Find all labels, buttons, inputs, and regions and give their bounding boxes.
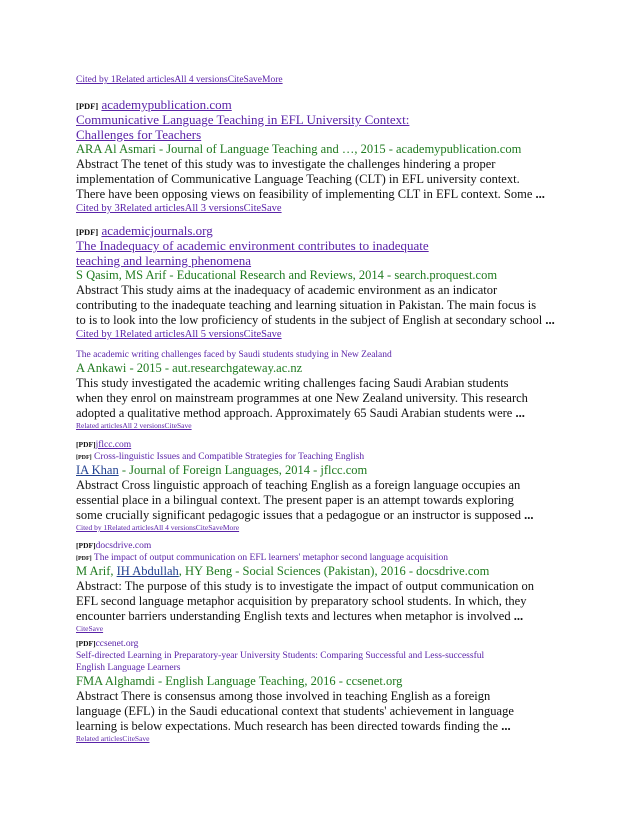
result-authors: FMA Alghamdi - English Language Teaching, 2016 - ccsenet.org: [76, 674, 403, 688]
snippet-line: language (EFL) in the Saudi educational context that students' achievement in language: [76, 704, 514, 718]
result-title[interactable]: English Language Learners: [76, 663, 181, 673]
result-4: [76, 439, 598, 533]
snippet-line: when they enrol on mainstream programmes at one New Zealand university. This research: [76, 391, 528, 405]
result-actions[interactable]: Cited by 1Related articlesAll 5 versionsCiteSave: [76, 329, 282, 340]
ellipsis: ...: [535, 187, 545, 201]
pdf-tag: [PDF]: [76, 639, 96, 648]
snippet-line: encounter barriers understanding English texts and lectures when metaphor is involved: [76, 609, 511, 623]
result-title[interactable]: The impact of output communication on EFL learners' metaphor second language acquisition: [93, 553, 448, 563]
author-link[interactable]: IA Khan: [76, 463, 119, 477]
pdf-tag: [PDF]: [76, 440, 96, 449]
result-actions[interactable]: Related articlesCiteSave: [76, 734, 150, 743]
pdf-tag-small: [PDF]: [76, 556, 92, 562]
snippet-line: learning is below expectations. Much research has been directed towards finding the: [76, 719, 499, 733]
result-authors: , HY Beng - Social Sciences (Pakistan), 2016 - docsdrive.com: [178, 564, 490, 578]
ellipsis: ...: [515, 406, 525, 420]
source-link[interactable]: jflcc.com: [95, 440, 132, 450]
author-link[interactable]: IH Abdullah: [116, 564, 179, 578]
ellipsis: ...: [501, 719, 511, 733]
result-actions[interactable]: CiteSave: [76, 624, 104, 633]
result-title[interactable]: teaching and learning phenomena: [76, 253, 252, 268]
result-title[interactable]: Challenges for Teachers: [76, 127, 202, 142]
result-actions[interactable]: Cited by 1Related articlesAll 4 versionsCiteSaveMore: [76, 523, 240, 532]
snippet-line: some crucially significant pedagogic issues that a pedagogue or an instructor is supposed: [76, 508, 522, 522]
result-5: [76, 540, 598, 634]
source-link[interactable]: academicjournals.org: [101, 223, 213, 238]
snippet-line: EFL second language metaphor acquisition by preparatory school students. In which, they: [76, 594, 527, 608]
result-3: [76, 349, 598, 431]
result-title[interactable]: The Inadequacy of academic environment contributes to inadequate: [76, 238, 429, 253]
result-actions[interactable]: Related articlesAll 2 versionsCiteSave: [76, 421, 192, 430]
snippet-line: Abstract: The purpose of this study is to investigate the impact of output communication on: [76, 579, 535, 593]
snippet-line: Abstract This study aims at the inadequacy of academic environment as an indicator: [76, 283, 498, 297]
snippet-line: This study investigated the academic writing challenges facing Saudi Arabian students: [76, 376, 509, 390]
pdf-tag-small: [PDF]: [76, 455, 92, 461]
result-title[interactable]: The academic writing challenges faced by Saudi students studying in New Zealand: [76, 350, 392, 360]
result-2: [76, 223, 598, 342]
ellipsis: ...: [513, 609, 524, 623]
pdf-tag: [PDF]: [76, 101, 99, 111]
result-title[interactable]: Self-directed Learning in Preparatory-year University Students: Comparing Successful and Less-successful: [76, 651, 485, 661]
result-title[interactable]: Communicative Language Teaching in EFL University Context:: [76, 112, 410, 127]
result-authors: - Journal of Foreign Languages, 2014 - jflcc.com: [118, 463, 368, 477]
result-1: [76, 97, 598, 216]
ellipsis: ...: [545, 313, 555, 327]
ellipsis: ...: [524, 508, 534, 522]
source-link[interactable]: academypublication.com: [101, 97, 232, 112]
source-link[interactable]: ccsenet.org: [95, 639, 139, 649]
result-authors: S Qasim, MS Arif - Educational Research and Reviews, 2014 - search.proquest.com: [76, 268, 498, 282]
source-link[interactable]: docsdrive.com: [95, 541, 152, 551]
result-actions[interactable]: Cited by 3Related articlesAll 3 versionsCiteSave: [76, 203, 282, 214]
result-0-actions[interactable]: Cited by 1Related articlesAll 4 versionsCiteSaveMore: [76, 75, 283, 85]
snippet-line: adopted a qualitative method approach. Approximately 65 Saudi Arabian students were: [76, 406, 513, 420]
snippet-line: There have been opposing views on feasibility of implementing CLT in EFL context. Some: [76, 187, 533, 201]
result-authors: ARA Al Asmari - Journal of Language Teaching and …, 2015 - academypublication.com: [76, 142, 522, 156]
snippet-line: Abstract The tenet of this study was to investigate the challenges hindering a proper: [76, 157, 496, 171]
snippet-line: implementation of Communicative Language Teaching (CLT) in EFL university context.: [76, 172, 520, 186]
snippet-line: contributing to the inadequate teaching and learning situation in Pakistan. The main focus is: [76, 298, 537, 312]
snippet-line: to is to look into the low proficiency of students in the subject of English at secondary school: [76, 313, 543, 327]
snippet-line: Abstract Cross linguistic approach of teaching English as a foreign language occupies an: [76, 478, 521, 492]
pdf-tag: [PDF]: [76, 227, 99, 237]
result-6: [76, 638, 598, 744]
snippet-line: Abstract There is consensus among those involved in teaching English as a foreign: [76, 689, 491, 703]
result-authors: A Ankawi - 2015 - aut.researchgateway.ac.nz: [76, 361, 303, 375]
snippet-line: essential place in a bilingual context. The present paper is an attempt towards exploring: [76, 493, 514, 507]
pdf-tag: [PDF]: [76, 541, 96, 550]
result-authors-pre: M Arif,: [76, 564, 117, 578]
result-0: [76, 74, 598, 86]
result-title[interactable]: Cross-linguistic Issues and Compatible Strategies for Teaching English: [94, 452, 365, 462]
